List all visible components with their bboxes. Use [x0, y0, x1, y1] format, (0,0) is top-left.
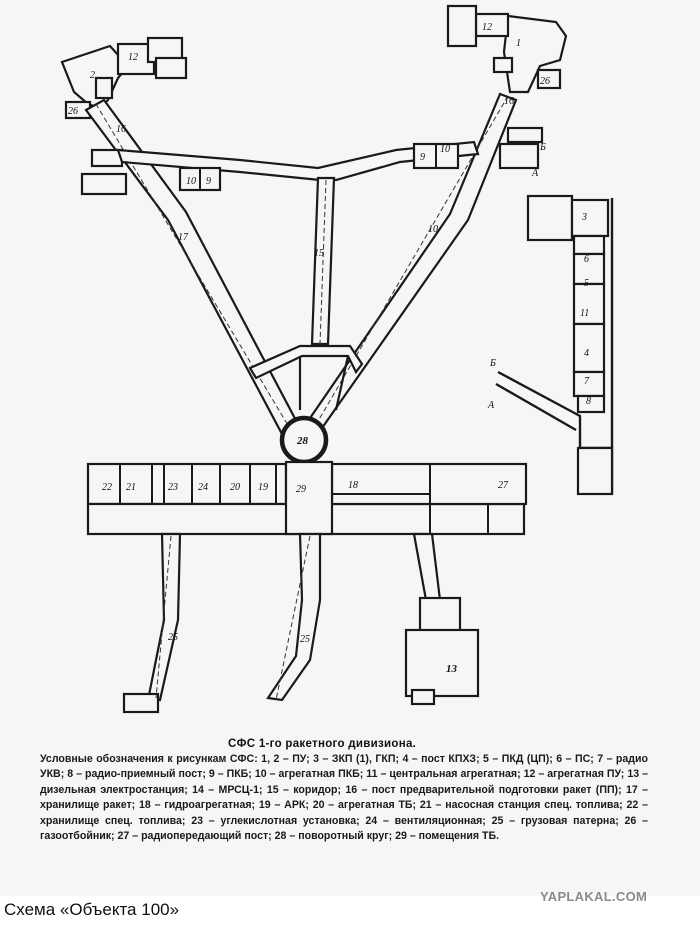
room-label: 11	[580, 308, 590, 319]
room-label: 3	[582, 212, 587, 223]
room-label: 2	[90, 70, 95, 81]
room-label: 13	[446, 663, 457, 675]
room-label: 21	[126, 482, 136, 493]
block-lower-horizontal	[88, 462, 526, 534]
room-label: 15	[314, 248, 324, 259]
room-label: Б	[540, 142, 546, 153]
room-label: 12	[482, 22, 492, 33]
room-label: 1	[516, 38, 521, 49]
room-label: 25	[300, 634, 310, 645]
room-label: 10	[186, 176, 196, 187]
room-label: 29	[296, 484, 306, 495]
room-label: 20	[230, 482, 240, 493]
block-side-schematic	[496, 196, 612, 494]
room-label: 27	[498, 480, 508, 491]
room-label: А	[532, 168, 539, 179]
room-label: 19	[258, 482, 268, 493]
tunnel-middle-lower	[268, 534, 320, 700]
room-label: 16	[116, 124, 126, 135]
room-label: 5	[584, 278, 589, 289]
room-label: 7	[584, 376, 589, 387]
room-label: 10	[428, 224, 438, 235]
corridor-right-diagonal	[306, 94, 516, 428]
room-label: 9	[206, 176, 211, 187]
room-label: 10	[440, 144, 450, 155]
room-label: 23	[168, 482, 178, 493]
room-label: А	[488, 400, 495, 411]
room-label: 22	[102, 482, 112, 493]
tunnel-right-lower	[414, 534, 440, 600]
room-label: 17	[178, 232, 188, 243]
room-label: 18	[348, 480, 358, 491]
site-watermark: YAPLAKAL.COM	[540, 889, 648, 904]
room-label: 9	[420, 152, 425, 163]
room-label: 8	[586, 396, 591, 407]
room-label: 25	[168, 632, 178, 643]
room-label: 6	[584, 254, 589, 265]
room-label: 26	[540, 76, 550, 87]
room-label: 28	[297, 435, 308, 447]
diagram-title: СФС 1-го ракетного дивизиона.	[228, 738, 417, 750]
room-label: 4	[584, 348, 589, 359]
room-label: Б	[490, 358, 496, 369]
room-label: 24	[198, 482, 208, 493]
block-left-launcher	[62, 38, 186, 118]
room-label: 12	[128, 52, 138, 63]
room-label: 26	[68, 106, 78, 117]
room-label: 16	[504, 96, 514, 107]
image-caption: Схема «Объекта 100»	[4, 900, 180, 919]
legend-text: Условные обозначения к рисункам СФС: 1, 2 – ПУ; 3 – ЗКП (1), ГКП; 4 – пост КПХЗ; 5 – ПКД (ЦП); 6 – ПС; 7 – радио УКВ; 8 – радио-приемный пост; 9 – ПКБ; 10 – агрегатная ПКБ; 11 – центральная агрегатная; 12 – агрегатная ПУ; 13 – дизельная электростанция; 14 – МРСЦ-1; 15 – коридор; 16 – пост предварительной подготовки ракет (ПП); 17 – хранилище ракет; 18 – гидроагрегатная; 19 – АРК; 20 – агрегатная ТБ; 21 – насосная станция спец. топлива; 22 – хранилище спец. топлива; 23 – углекислотная установка; 24 – вентиляционная; 25 – грузовая патерна; 26 – газоотбойник; 27 – радиопередающий пост; 28 – поворотный круг; 29 – помещения ТБ.	[40, 753, 648, 843]
